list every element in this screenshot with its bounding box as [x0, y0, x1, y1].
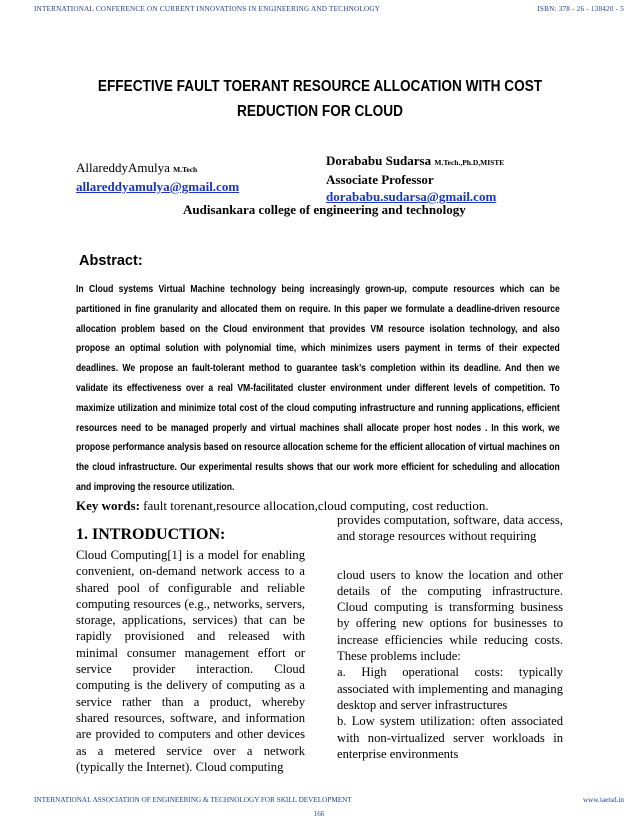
author-2-email[interactable]: dorababu.sudarsa@gmail.com — [326, 189, 497, 204]
footer-left: INTERNATIONAL ASSOCIATION OF ENGINEERING & TECHNOLOGY FOR SKILL DEVELOPMENT — [34, 796, 352, 804]
paper-title-line1: EFFECTIVE FAULT TOERANT RESOURCE ALLOCATION WITH COST — [97, 78, 543, 95]
paper-title — [91, 74, 549, 124]
abstract-heading: Abstract: — [79, 253, 143, 269]
author-2-role: Associate Professor — [326, 172, 434, 187]
footer-website[interactable]: www.iaetsd.in — [582, 796, 624, 804]
paper-title-line2: REDUCTION FOR CLOUD — [237, 103, 403, 120]
page-number: 166 — [313, 810, 325, 818]
keywords-text: fault torenant,resource allocation,cloud computing, cost reduction. — [139, 498, 489, 513]
left-column — [76, 547, 305, 775]
running-header-left: INTERNATIONAL CONFERENCE ON CURRENT INNOVATIONS IN ENGINEERING AND TECHNOLOGY — [34, 5, 381, 13]
author-2-degree: M.Tech.,Ph.D,MISTE — [434, 158, 505, 167]
intro-right-p2: cloud users to know the location and other details of the computing infrastructure. Cloud computing is transforming business by offering new options for businesses to increase efficiencies while reducing costs. These problems include: — [337, 567, 563, 664]
intro-right-p1: provides computation, software, data access, and storage resources without requiring — [337, 513, 563, 544]
author-1-name: AllareddyAmulya — [76, 160, 170, 175]
intro-right-p3: a. High operational costs: typically associated with implementing and managing desktop and server infrastructures — [337, 665, 563, 712]
author-1-degree: M.Tech — [173, 165, 198, 174]
keywords-label: Key words: — [76, 498, 140, 513]
abstract-text: In Cloud systems Virtual Machine technology being increasingly grown-up, compute resources which can be partitioned in fine granularity and allocated them on require. In this paper we formulate a deadline-driven resource allocation problem based on the Cloud environment that provides VM resource isolation technology, and also propose an optimal solution with polynomial time, which minimizes users payment in terms of their expected deadlines. We propose an fault-tolerant method to guarantee task’s completion within its deadline. And then we validate its effectiveness over a real VM-facilitated cluster environment under different levels of competition. To maximize utilization and minimize total cost of the cloud computing infrastructure and running applications, efficient resources need to be managed properly and virtual machines shall allocate proper host nodes . In this work, we propose performance analysis based on resource allocation scheme for the efficient allocation of virtual machines on the cloud infrastructure. Our experimental results shows that our work more efficient for scheduling and allocation and improving the resource utilization. — [76, 283, 560, 493]
author-1-email[interactable]: allareddyamulya@gmail.com — [76, 179, 240, 194]
affiliation: Audisankara college of engineering and technology — [183, 202, 466, 217]
author-1 — [76, 159, 239, 195]
right-column — [337, 512, 563, 762]
intro-left-paragraph: Cloud Computing[1] is a model for enabling convenient, on-demand network access to a shared pool of configurable and reliable computing resources (e.g., networks, servers, storage, applications, services) that can be rapidly provisioned and released with minimal consumer management effort or service provider interaction. Cloud computing is the delivery of computing as a service rather than a product, whereby shared resources, software, and information are provided to computers and other devices as a metered service over a network (typically the Internet). Cloud computing — [76, 548, 305, 774]
running-header-isbn: ISBN: 378 - 26 - 138420 - 5 — [537, 5, 624, 13]
intro-heading: 1. INTRODUCTION: — [76, 526, 226, 543]
author-2 — [326, 152, 504, 205]
author-2-name: Dorababu Sudarsa — [326, 153, 432, 168]
intro-right-p4: b. Low system utilization: often associated with non-virtualized server workloads in enterprise environments — [337, 714, 563, 761]
